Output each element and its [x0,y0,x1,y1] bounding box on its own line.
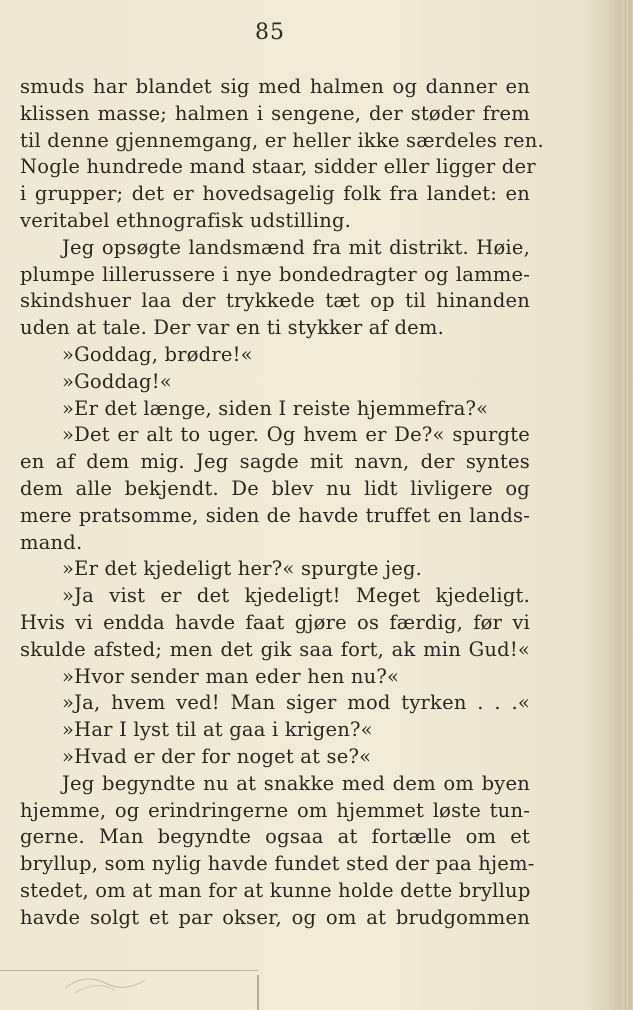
body-text [20,74,544,932]
text-line: plumpe lillerussere i nye bondedragter og lamme- [20,262,530,286]
text-line: gerne. Man begyndte ogsaa at fortælle om et [20,825,530,849]
text-line: »Det er alt to uger. Og hvem er De?« spurgte [62,423,530,447]
library-stamp-mark [60,968,150,998]
text-line: bryllup, som nylig havde fundet sted der paa hjem- [20,852,535,876]
text-line: »Har I lyst til at gaa i krigen?« [62,718,373,742]
text-line: »Hvor sender man eder hen nu?« [62,664,400,688]
text-line: Nogle hundrede mand staar, sidder eller ligger der [20,155,536,179]
text-line: en af dem mig. Jeg sagde mit navn, der syntes [20,450,530,474]
text-line: »Goddag!« [62,369,172,393]
text-line: »Er det længe, siden I reiste hjemmefra?« [62,396,489,420]
text-line: uden at tale. Der var en ti stykker af dem. [20,316,444,340]
text-line: »Ja, hvem ved! Man siger mod tyrken . . .« [62,691,530,715]
page-edge [619,0,633,1010]
text-line: klissen masse; halmen i sengene, der støder frem [20,101,530,125]
text-line: i grupper; det er hovedsagelig folk fra landet: en [20,182,530,206]
footer-tick [257,975,259,1010]
text-line: »Hvad er der for noget at se?« [62,744,372,768]
text-line: til denne gjennemgang, er heller ikke særdeles ren. [20,128,544,152]
page-number: 85 [255,20,285,45]
text-line: mand. [20,530,83,554]
text-line: »Goddag, brødre!« [62,342,253,366]
text-line: stedet, om at man for at kunne holde dette bryllup [20,878,531,902]
text-line: havde solgt et par okser, og om at brudgommen [20,905,530,929]
text-line: Jeg opsøgte landsmænd fra mit distrikt. Høie, [62,235,530,259]
text-line: »Er det kjedeligt her?« spurgte jeg. [62,557,423,581]
text-line: dem alle bekjendt. De blev nu lidt livligere og [20,476,530,500]
text-line: hjemme, og erindringerne om hjemmet løste tun- [20,798,530,822]
text-line: Hvis vi endda havde faat gjøre os færdig, før vi [20,610,530,634]
text-line: skulde afsted; men det gik saa fort, ak min Gud!« [20,637,530,661]
text-line: Jeg begyndte nu at snakke med dem om byen [62,771,530,795]
text-line: »Ja vist er det kjedeligt! Meget kjedeligt. [62,584,530,608]
text-line: smuds har blandet sig med halmen og danner en [20,75,530,98]
text-line: mere pratsomme, siden de havde truffet en lands- [20,503,530,527]
text-line: veritabel ethnografisk udstilling. [20,208,352,232]
text-line: skindshuer laa der trykkede tæt op til hinanden [20,289,530,313]
